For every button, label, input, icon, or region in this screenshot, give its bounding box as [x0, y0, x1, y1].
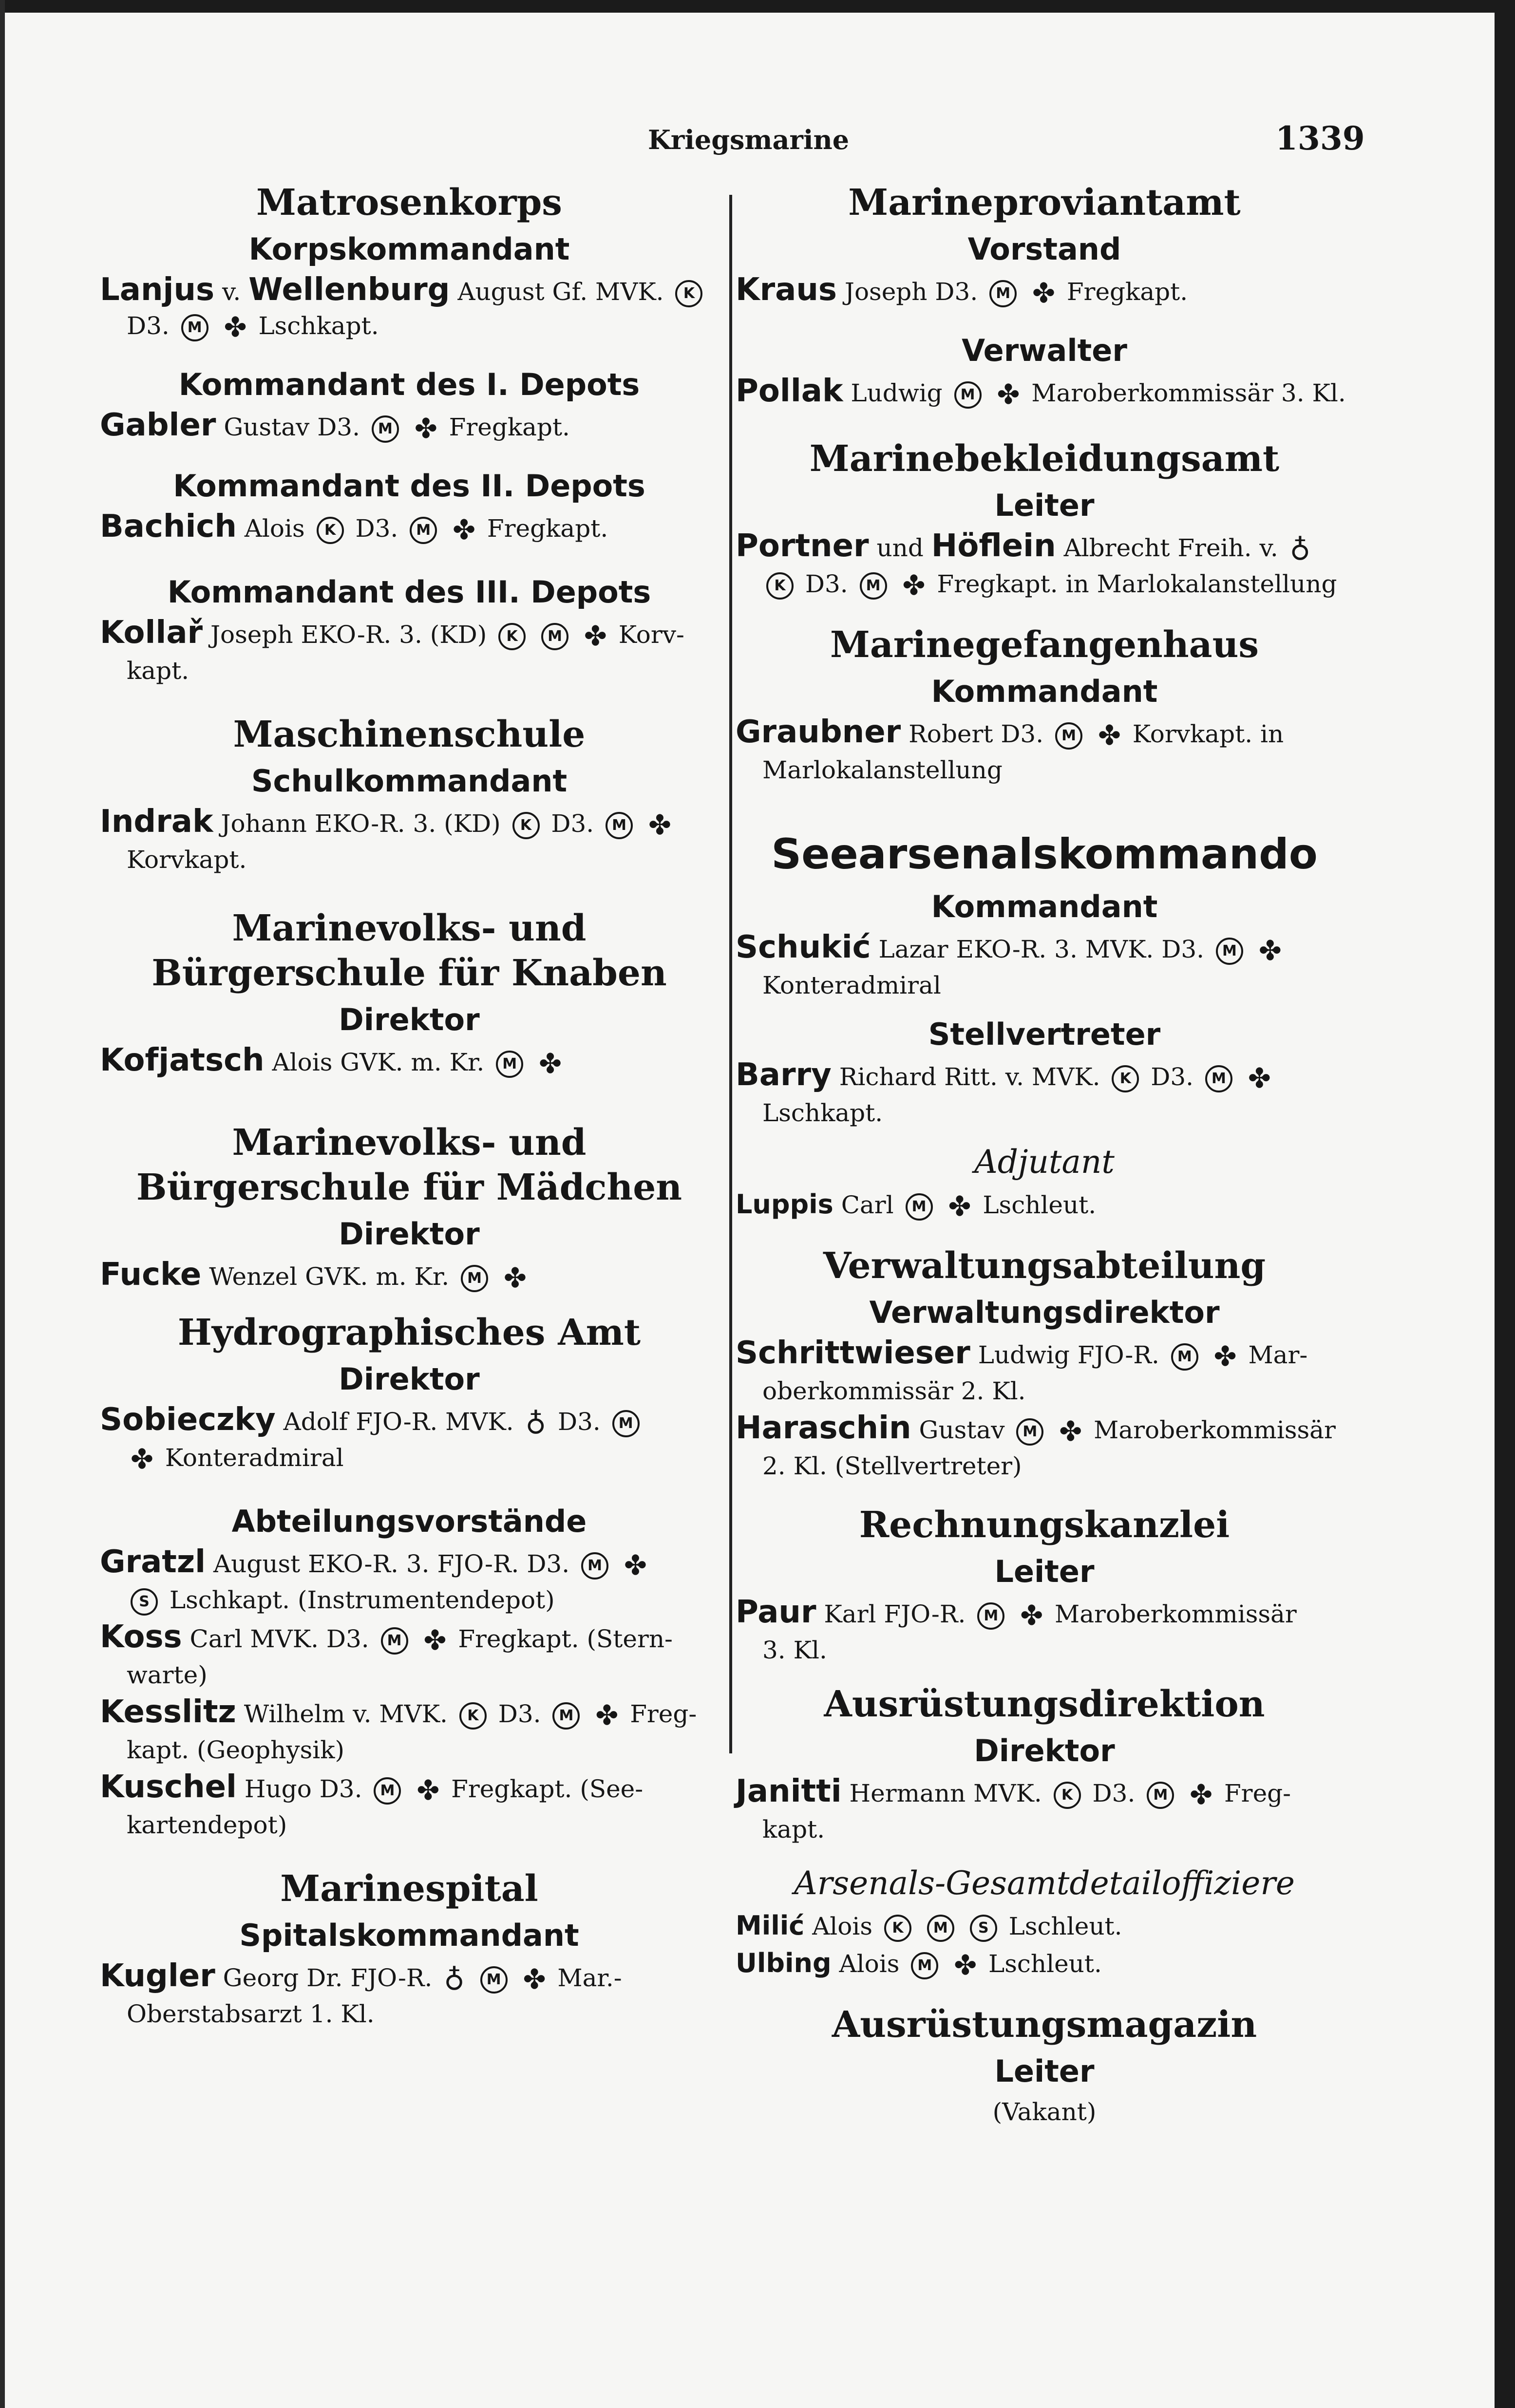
m-circle-icon: M — [606, 812, 633, 839]
page-header — [0, 119, 1476, 168]
entry-schukic — [736, 930, 1353, 1002]
entry-haraschin — [736, 1411, 1353, 1483]
entry-pollak — [736, 374, 1353, 412]
decoration-text: MVK. — [250, 1625, 319, 1653]
section-title-arsenals-gesamtdetailoffiziere: Arsenals-Gesamtdetailoffiziere — [794, 1864, 1295, 1902]
person-name: Schukić — [736, 929, 871, 965]
first-name: Alois — [272, 1048, 333, 1076]
person-name: Ulbing — [736, 1948, 832, 1978]
section-title-ausruestungsmagazin: Ausrüstungsmagazin — [832, 2004, 1257, 2046]
d3-text: D3. — [1001, 720, 1044, 748]
first-name: Wenzel — [209, 1262, 298, 1291]
rank: Konteradmiral — [762, 971, 941, 999]
d3-text: D3. — [935, 278, 978, 306]
first-name: Joseph — [844, 278, 928, 306]
d3-text: D3. — [355, 514, 398, 543]
section-title-schule-maedchen: Marinevolks- und Bürgerschule für Mädchen — [136, 1122, 682, 1208]
entry-gabler — [100, 408, 719, 446]
section-title-schule-knaben: Marinevolks- und Bürgerschule für Knaben — [152, 907, 667, 994]
decoration-text: MVK. — [379, 1700, 448, 1728]
subsection-direktor: Direktor — [339, 1361, 480, 1397]
decoration-text: EKO-R. 3. — [308, 1550, 430, 1578]
d3-text: D3. — [1092, 1779, 1136, 1807]
subsection-direktor: Direktor — [974, 1733, 1115, 1768]
d3-text: D3. — [527, 1550, 570, 1578]
person-name: Indrak — [100, 804, 213, 840]
first-name: Richard Ritt. v. — [839, 1063, 1024, 1091]
m-circle-icon: M — [1147, 1782, 1174, 1809]
entry-portner-hoeflein — [736, 529, 1353, 603]
m-circle-icon: M — [541, 623, 568, 650]
person-name: Sobieczky — [100, 1402, 276, 1438]
first-name: Carl — [841, 1191, 894, 1219]
entry-schrittwieser — [736, 1336, 1353, 1408]
k-circle-icon: K — [459, 1702, 487, 1730]
person-name: Kollař — [100, 615, 203, 651]
first-name: Georg — [223, 1964, 299, 1992]
person-name: Kesslitz — [100, 1694, 236, 1730]
decoration-text: FJO-R. — [884, 1600, 966, 1628]
decoration-text: MVK. — [973, 1779, 1042, 1807]
rank: Fregkapt. (Stern- — [458, 1625, 673, 1653]
person-name: Luppis — [736, 1189, 833, 1220]
decoration-text: MVK. — [595, 278, 664, 306]
d3-text: D3. — [498, 1700, 541, 1728]
decoration-text: EKO-R. 3. (KD) — [301, 621, 487, 649]
rank-continued: kapt. — [127, 657, 189, 685]
rank: Lschkapt. — [258, 312, 379, 340]
subsection-leiter: Leiter — [994, 1554, 1095, 1589]
person-name-2: Wellenburg — [248, 272, 450, 308]
person-name: Schrittwieser — [736, 1335, 970, 1371]
subsection-leiter: Leiter — [994, 2053, 1095, 2089]
k-circle-icon: K — [1054, 1782, 1081, 1809]
subsection-direktor: Direktor — [339, 1002, 480, 1037]
person-name: Gabler — [100, 407, 216, 443]
rank: Mar.- — [557, 1964, 622, 1992]
rank: Mar- — [1248, 1341, 1308, 1369]
cross-icon: ✤ — [414, 413, 437, 445]
cross-icon: ✤ — [902, 570, 926, 602]
cross-icon: ✤ — [624, 1550, 647, 1581]
d3-text: D3. — [1151, 1063, 1194, 1091]
subsection-depot-3: Kommandant des III. Depots — [167, 574, 651, 610]
entry-kuschel — [100, 1770, 719, 1842]
name-connector: und — [876, 534, 924, 562]
section-title-verwaltungsabteilung: Verwaltungsabteilung — [823, 1245, 1266, 1287]
entry-fucke — [100, 1258, 719, 1296]
d3-text: D3. — [557, 1408, 601, 1436]
m-circle-icon: M — [410, 517, 437, 544]
m-circle-icon: M — [911, 1952, 938, 1979]
person-name: Haraschin — [736, 1410, 911, 1446]
m-circle-icon: M — [381, 1627, 408, 1655]
first-name: Robert — [909, 720, 993, 748]
m-circle-icon: M — [954, 381, 982, 409]
subsection-adjutant: Adjutant — [974, 1143, 1115, 1181]
section-title-marinegefangenhaus: Marinegefangenhaus — [830, 624, 1259, 666]
decoration-text: Dr. FJO-R. — [306, 1964, 433, 1992]
person-name: Milić — [736, 1910, 805, 1941]
subsection-korpskommandant: Korpskommandant — [248, 231, 570, 267]
entry-kugler — [100, 1959, 719, 2031]
first-name: Alois — [839, 1950, 900, 1978]
first-name: Joseph — [210, 621, 293, 649]
rank: Korvkapt. in — [1132, 720, 1284, 748]
decoration-text-2: MVK. — [1085, 935, 1154, 963]
d3-text: D3. — [551, 809, 594, 838]
rank-continued: Oberstabsarzt 1. Kl. — [127, 2000, 375, 2028]
rank: Maroberkommissär — [1094, 1416, 1336, 1444]
subsection-schulkommandant: Schulkommandant — [251, 763, 568, 799]
entry-kofjatsch — [100, 1043, 719, 1081]
person-name: Paur — [736, 1594, 816, 1630]
m-circle-icon: M — [552, 1702, 580, 1730]
k-circle-icon: K — [675, 280, 702, 307]
first-name: Albrecht Freih. v. — [1063, 534, 1278, 562]
person-name: Janitti — [736, 1773, 842, 1809]
entry-gratzl — [100, 1545, 719, 1617]
m-circle-icon: M — [977, 1602, 1004, 1630]
cross-icon: ✤ — [954, 1950, 977, 1981]
decoration-text: GVK. m. Kr. — [340, 1048, 485, 1076]
d3-text: D3. — [127, 312, 170, 340]
k-circle-icon: K — [1112, 1065, 1139, 1092]
entry-kollar — [100, 616, 719, 688]
entry-kraus — [736, 273, 1353, 311]
entry-koss — [100, 1620, 719, 1692]
decoration-text: GVK. m. Kr. — [305, 1262, 450, 1291]
entry-graubner — [736, 715, 1353, 787]
first-name: Gustav — [224, 413, 310, 441]
d3-text: D3. — [326, 1625, 369, 1653]
cross-icon: ✤ — [131, 1444, 153, 1475]
m-circle-icon: M — [372, 415, 399, 443]
subsection-spitalskommandant: Spitalskommandant — [239, 1918, 579, 1953]
first-name: Hermann — [849, 1779, 966, 1807]
cross-icon: ✤ — [648, 809, 671, 841]
running-title: Kriegsmarine — [648, 124, 850, 155]
scan-right-border — [1495, 0, 1515, 2408]
rank-continued: kartendepot) — [127, 1811, 287, 1839]
section-title-maschinenschule: Maschinenschule — [233, 714, 586, 755]
d3-text: D3. — [317, 413, 360, 441]
m-circle-icon: M — [461, 1265, 488, 1292]
entry-kesslitz — [100, 1695, 719, 1767]
section-title-ausruestungsdirektion: Ausrüstungsdirektion — [824, 1683, 1265, 1725]
m-circle-icon: M — [181, 314, 208, 341]
d3-text: D3. — [805, 570, 848, 598]
first-name: Ludwig — [978, 1341, 1070, 1369]
m-circle-icon: M — [1171, 1343, 1198, 1371]
rank: Konteradmiral — [165, 1444, 344, 1472]
left-column — [100, 180, 719, 2031]
rank: Fregkapt. — [1066, 278, 1188, 306]
m-circle-icon: M — [581, 1552, 608, 1580]
rank: Maroberkommissär — [1055, 1600, 1297, 1628]
first-name: Carl — [189, 1625, 243, 1653]
cross-icon: ✤ — [503, 1262, 527, 1294]
d3-text: D3. — [1161, 935, 1205, 963]
first-name: Ludwig — [851, 379, 943, 407]
decoration-text-2: FJO-R. — [437, 1550, 519, 1578]
cross-icon: ✤ — [1059, 1416, 1082, 1448]
subsection-stellvertreter: Stellvertreter — [928, 1016, 1161, 1052]
decoration-text: MVK. — [1031, 1063, 1100, 1091]
subsection-abteilungsvorstaende: Abteilungsvorstände — [231, 1504, 587, 1539]
medal-icon: ♁ — [1289, 533, 1311, 566]
cross-icon: ✤ — [453, 514, 476, 546]
rank: Maroberkommissär 3. Kl. — [1031, 379, 1346, 407]
person-name: Graubner — [736, 714, 901, 750]
first-name: Johann — [221, 809, 307, 838]
person-name: Koss — [100, 1619, 182, 1655]
cross-icon: ✤ — [523, 1964, 546, 1995]
k-circle-icon: K — [498, 623, 526, 650]
first-name: August Gf. — [457, 278, 588, 306]
person-name: Barry — [736, 1057, 832, 1093]
entry-vakant: (Vakant) — [992, 2098, 1097, 2126]
cross-icon: ✤ — [1098, 720, 1121, 752]
cross-icon: ✤ — [1213, 1341, 1237, 1373]
cross-icon: ✤ — [1020, 1600, 1043, 1632]
cross-icon: ✤ — [997, 379, 1020, 411]
s-circle-icon: S — [970, 1915, 997, 1942]
rank: Fregkapt. in Marlokalanstellung — [937, 570, 1337, 598]
m-circle-icon: M — [496, 1051, 523, 1078]
person-name: Bachich — [100, 508, 237, 545]
person-name: Portner — [736, 528, 869, 564]
subsection-depot-1: Kommandant des I. Depots — [178, 367, 640, 402]
first-name: Gustav — [919, 1416, 1005, 1444]
cross-icon: ✤ — [423, 1625, 447, 1656]
cross-icon: ✤ — [417, 1775, 440, 1806]
column-divider — [729, 195, 732, 1753]
m-circle-icon: M — [612, 1410, 640, 1437]
rank: Lschleut. — [983, 1191, 1097, 1219]
m-circle-icon: M — [374, 1777, 401, 1805]
m-circle-icon: M — [927, 1915, 954, 1942]
k-circle-icon: K — [884, 1915, 911, 1942]
entry-milic — [736, 1909, 1353, 1943]
rank-continued: 2. Kl. (Stellvertreter) — [762, 1452, 1022, 1480]
person-name: Kofjatsch — [100, 1042, 265, 1078]
section-title-hydrographisches-amt: Hydrographisches Amt — [177, 1312, 641, 1354]
k-circle-icon: K — [512, 812, 540, 839]
cross-icon: ✤ — [224, 312, 247, 343]
subsection-verwalter: Verwalter — [962, 333, 1127, 368]
entry-ulbing — [736, 1946, 1353, 1983]
rank: Fregkapt. (See- — [451, 1775, 644, 1803]
rank: Lschleut. — [1008, 1912, 1122, 1940]
person-name-2: Höflein — [931, 528, 1056, 564]
right-column — [736, 180, 1353, 2129]
subsection-vorstand: Vorstand — [967, 231, 1121, 267]
cross-icon: ✤ — [595, 1700, 619, 1731]
rank: Fregkapt. — [487, 514, 608, 543]
k-circle-icon: K — [317, 517, 344, 544]
rank: Lschkapt. (Instrumentendepot) — [169, 1586, 555, 1614]
subsection-kommandant: Kommandant — [931, 674, 1158, 709]
person-name: Kraus — [736, 272, 837, 308]
entry-janitti — [736, 1774, 1353, 1846]
subsection-kommandant: Kommandant — [931, 889, 1158, 924]
m-circle-icon: M — [1216, 938, 1243, 965]
rank: Freg- — [1224, 1779, 1291, 1807]
rank: Lschkapt. — [762, 1099, 883, 1127]
first-name: Hugo — [244, 1775, 312, 1803]
rank: Korv- — [618, 621, 684, 649]
decoration-text: FJO-R. — [356, 1408, 438, 1436]
d3-text: D3. — [319, 1775, 362, 1803]
entry-luppis — [736, 1187, 1353, 1224]
first-name: Adolf — [283, 1408, 348, 1436]
cross-icon: ✤ — [948, 1191, 971, 1223]
cross-icon: ✤ — [1248, 1063, 1271, 1094]
m-circle-icon: M — [480, 1966, 508, 1994]
medal-icon: ♁ — [444, 1963, 465, 1996]
subsection-direktor: Direktor — [339, 1216, 480, 1252]
decoration-text: EKO-R. 3. — [956, 935, 1078, 963]
subsection-verwaltungsdirektor: Verwaltungsdirektor — [869, 1295, 1220, 1330]
rank: Lschleut. — [988, 1950, 1102, 1978]
person-name: Kugler — [100, 1958, 215, 1994]
section-title-matrosenkorps: Matrosenkorps — [256, 182, 562, 224]
person-name: Lanjus — [100, 272, 215, 308]
rank: Freg- — [630, 1700, 697, 1728]
cross-icon: ✤ — [539, 1048, 562, 1080]
rank-continued: kapt. — [762, 1815, 825, 1844]
name-particle: v. — [222, 278, 241, 306]
first-name: Lazar — [878, 935, 948, 963]
rank: Fregkapt. — [449, 413, 570, 441]
rank-continued: warte) — [127, 1661, 208, 1689]
first-name: Karl — [824, 1600, 876, 1628]
section-title-seearsenalskommando: Seearsenalskommando — [771, 830, 1318, 879]
m-circle-icon: M — [860, 572, 887, 600]
decoration-text-2: MVK. — [445, 1408, 514, 1436]
rank-continued: kapt. (Geophysik) — [127, 1736, 345, 1764]
m-circle-icon: M — [1055, 722, 1082, 750]
scan-top-border — [0, 0, 1515, 13]
section-title-rechnungskanzlei: Rechnungskanzlei — [859, 1504, 1230, 1546]
m-circle-icon: M — [906, 1193, 933, 1221]
cross-icon: ✤ — [584, 621, 607, 652]
s-circle-icon: S — [131, 1588, 158, 1616]
person-name: Gratzl — [100, 1544, 206, 1580]
m-circle-icon: M — [1016, 1418, 1043, 1446]
first-name: Alois — [812, 1912, 873, 1940]
first-name: August — [213, 1550, 301, 1578]
scan-left-border — [0, 0, 5, 2408]
section-title-marinebekleidungsamt: Marinebekleidungsamt — [809, 438, 1280, 480]
entry-bachich — [100, 509, 719, 547]
k-circle-icon: K — [766, 572, 794, 600]
rank-continued: Marlokalanstellung — [762, 756, 1003, 784]
page-number: 1339 — [1275, 119, 1365, 157]
rank-continued: oberkommissär 2. Kl. — [762, 1377, 1026, 1405]
first-name: Alois — [244, 514, 305, 543]
person-name: Kuschel — [100, 1769, 237, 1805]
person-name: Pollak — [736, 373, 843, 409]
subsection-depot-2: Kommandant des II. Depots — [173, 468, 645, 504]
entry-barry — [736, 1058, 1353, 1130]
m-circle-icon: M — [1205, 1065, 1232, 1092]
rank: Korvkapt. — [127, 846, 247, 874]
m-circle-icon: M — [989, 280, 1017, 307]
rank-continued: 3. Kl. — [762, 1636, 827, 1664]
section-title-marinespital: Marinespital — [280, 1868, 538, 1910]
cross-icon: ✤ — [1258, 935, 1282, 967]
subsection-leiter: Leiter — [994, 488, 1095, 523]
decoration-text: EKO-R. 3. (KD) — [314, 809, 501, 838]
entry-sobieczky — [100, 1403, 719, 1477]
cross-icon: ✤ — [1032, 278, 1055, 309]
medal-icon: ♁ — [525, 1407, 547, 1440]
cross-icon: ✤ — [1190, 1779, 1213, 1811]
section-title-marineproviantamt: Marineproviantamt — [848, 182, 1241, 224]
person-name: Fucke — [100, 1257, 202, 1293]
entry-paur — [736, 1595, 1353, 1667]
decoration-text: FJO-R. — [1077, 1341, 1159, 1369]
first-name: Wilhelm v. — [244, 1700, 372, 1728]
entry-lanjus — [100, 273, 719, 345]
entry-indrak — [100, 805, 719, 877]
